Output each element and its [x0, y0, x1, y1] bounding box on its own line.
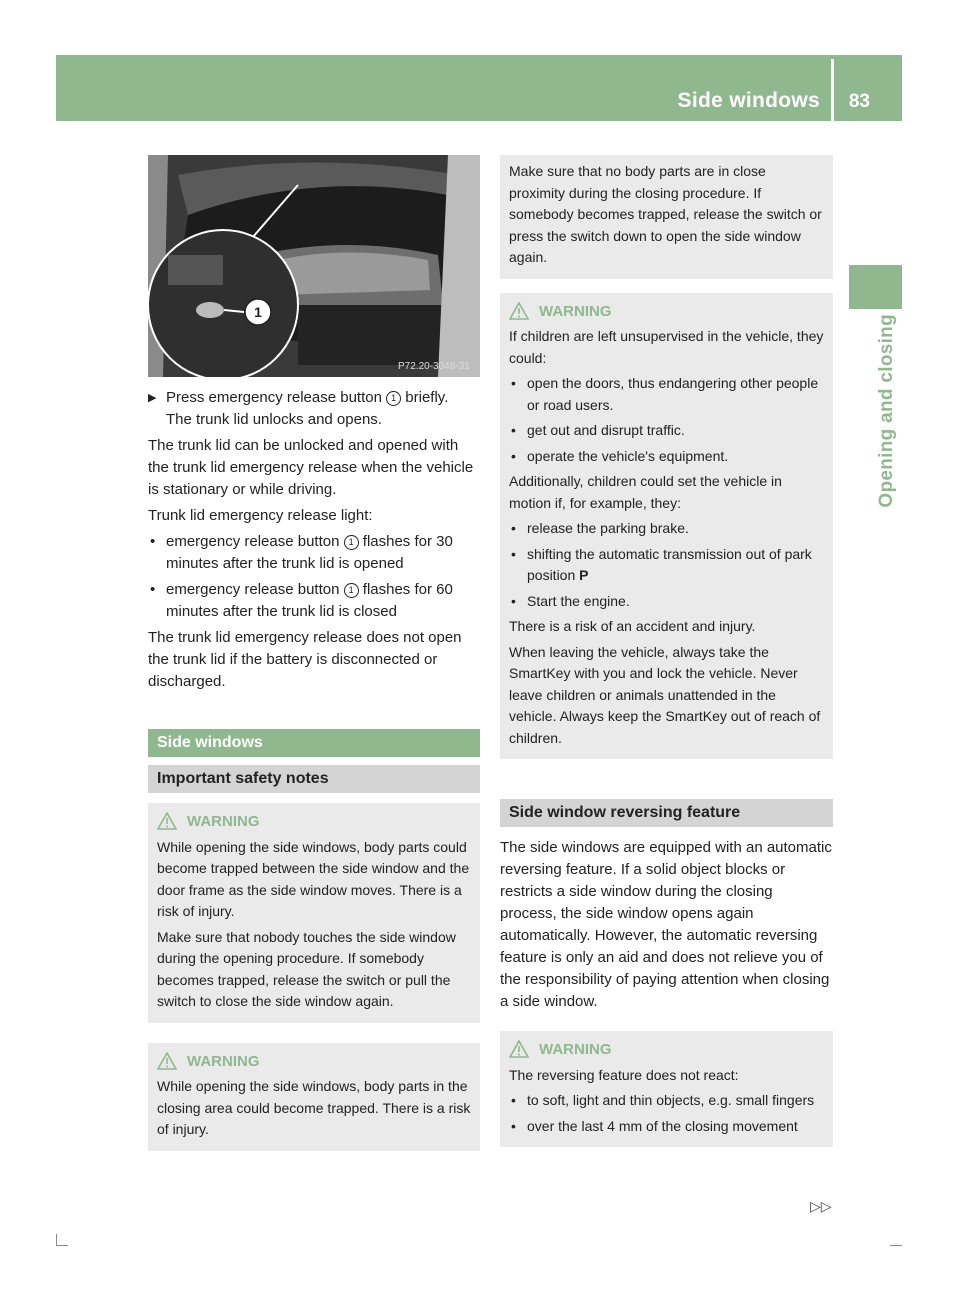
step-text-end: briefly. — [405, 389, 449, 406]
trunk-illustration — [148, 155, 480, 377]
warning-text: While opening the side windows, body parts could become trapped between the side window and the door frame as the side window moves. There is a risk of injury. — [157, 838, 470, 919]
warning-text: Make sure that no body parts are in close proximity during the closing procedure. If somebody becomes trapped, release the switch or press the switch down to open the side window again. — [509, 163, 822, 265]
warning-box — [148, 803, 480, 1023]
warning-text: While opening the side windows, body parts in the closing area could become trapped. There is a risk of injury. — [157, 1078, 471, 1137]
list-item: • release the parking brake. — [509, 518, 824, 540]
crop-mark — [56, 1245, 68, 1246]
page-header — [56, 55, 902, 121]
crop-mark — [890, 1245, 902, 1246]
bullet-icon: • — [511, 545, 516, 562]
instruction-step — [148, 387, 480, 409]
warning-text: When leaving the vehicle, always take the SmartKey with you and lock the vehicle. Never leave children or animals unattended in the vehicle. Always keep the SmartKey out of reach of children. — [509, 643, 821, 746]
subsection-heading: Side window reversing feature — [500, 799, 833, 827]
page-number: 83 — [848, 91, 870, 112]
bullet-icon: • — [511, 592, 516, 609]
warning-text: The reversing feature does not react: — [509, 1066, 739, 1083]
list-item: • operate the vehicle's equipment. — [509, 446, 824, 468]
bullet-icon: • — [511, 422, 516, 438]
bullet-icon: • — [511, 447, 516, 464]
warning-text: There is a risk of an accident and injury. — [509, 618, 756, 634]
warning-continuation-box — [500, 155, 833, 279]
warning-text: Make sure that nobody touches the side window during the opening procedure. If somebody becomes trapped, release the switch or pull the switch to close the side window again. — [157, 928, 456, 1009]
warning-title: WARNING — [157, 811, 471, 833]
warning-icon — [509, 1040, 529, 1058]
list-item: • open the doors, thus endangering other people or road users. — [511, 375, 819, 413]
callout-1-icon: 1 — [344, 583, 359, 598]
paragraph: The side windows are equipped with an automatic reversing feature. If a solid object blocks or restricts a side window during the closing process, the side window opens again automatically. However, the automatic reversing feature is only an aid and does not relieve you of the responsibility of paying attention when closing a side window. — [500, 839, 832, 1010]
header-title: Side windows — [677, 89, 820, 112]
trunk-photo — [148, 155, 480, 377]
bullet-icon: • — [511, 1092, 516, 1108]
warning-title: WARNING — [509, 1039, 824, 1061]
paragraph: The trunk lid emergency release does not open the trunk lid if the battery is disconnected or discharged. — [148, 629, 462, 690]
right-column — [500, 155, 833, 1147]
callout-number: 1 — [254, 304, 262, 320]
list-item: • get out and disrupt traffic. — [509, 420, 824, 442]
figure-code: P72.20-3048-31 — [398, 361, 470, 372]
bullet-icon: • — [511, 520, 516, 536]
warning-title: WARNING — [509, 301, 824, 323]
callout-1-icon: 1 — [386, 391, 401, 406]
warning-icon — [157, 812, 177, 830]
step-arrow-icon: ▶ — [148, 392, 157, 404]
callout-1-icon: 1 — [344, 535, 359, 550]
side-tab-label — [856, 314, 896, 654]
warning-box — [500, 293, 833, 760]
warning-box — [500, 1031, 833, 1147]
paragraph: The trunk lid can be unlocked and opened with the trunk lid emergency release when the vehicle is stationary or while driving. — [148, 437, 474, 498]
bullet-icon: • — [150, 533, 156, 550]
list-item: • shifting the automatic transmission out of park position P — [511, 545, 812, 583]
header-divider — [831, 59, 834, 121]
side-tab-text: Opening and closing — [876, 314, 897, 508]
list-item: • Start the engine. — [509, 591, 824, 613]
continue-arrows-icon: ▷▷ — [810, 1198, 832, 1214]
warning-text: Additionally, children could set the vehicle in motion if, for example, they: — [509, 473, 782, 511]
bullet-icon: • — [511, 375, 516, 391]
subsection-heading: Important safety notes — [148, 765, 480, 793]
warning-icon — [509, 302, 529, 320]
park-position-letter: P — [579, 567, 589, 583]
side-tab — [849, 265, 902, 309]
warning-box — [148, 1043, 480, 1151]
warning-text: If children are left unsupervised in the vehicle, they could: — [509, 328, 824, 366]
list-item: • to soft, light and thin objects, e.g. small fingers — [509, 1090, 824, 1112]
bullet-icon: • — [511, 1117, 516, 1134]
warning-icon — [157, 1052, 177, 1070]
step-result: The trunk lid unlocks and opens. — [166, 411, 382, 428]
warning-title: WARNING — [157, 1051, 471, 1073]
list-item: • emergency release button 1 flashes for 30 minutes after the trunk lid is opened — [150, 533, 453, 572]
list-item: • over the last 4 mm of the closing movement — [509, 1116, 824, 1138]
paragraph: Trunk lid emergency release light: — [148, 507, 373, 524]
list-item: • emergency release button 1 flashes for 60 minutes after the trunk lid is closed — [150, 581, 453, 620]
left-column — [148, 155, 480, 1151]
section-heading: Side windows — [148, 729, 480, 757]
bullet-icon: • — [150, 581, 156, 598]
step-text: Press emergency release button — [166, 389, 382, 406]
